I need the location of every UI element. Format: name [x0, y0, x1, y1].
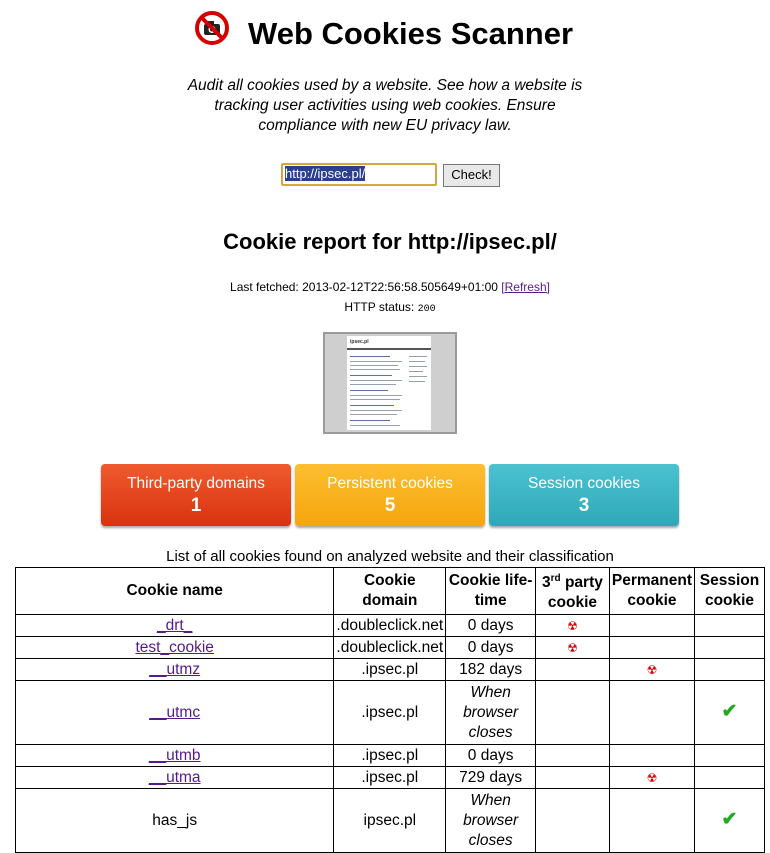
cookie-name-cell[interactable] — [16, 767, 334, 789]
thumbnail-site-name: ipsec.pl — [350, 339, 369, 345]
no-camera-icon — [195, 11, 229, 45]
cookie-lifetime-cell: 0 days — [446, 745, 536, 767]
cookies-table — [15, 567, 765, 853]
col-header-name: Cookie name — [16, 568, 334, 615]
cookie-lifetime-cell: When browser closes — [446, 789, 536, 853]
col-header-domain: Cookie domain — [334, 568, 446, 615]
cookie-domain-cell: .ipsec.pl — [334, 745, 446, 767]
site-thumbnail[interactable] — [323, 332, 457, 434]
cookie-domain-cell: ipsec.pl — [334, 789, 446, 853]
col-header-lifetime: Cookie life-time — [446, 568, 536, 615]
cookie-lifetime-cell: 182 days — [446, 659, 536, 681]
cookie-domain-cell: .doubleclick.net — [334, 615, 446, 637]
third-party-domains-count: 1 — [190, 495, 202, 516]
permanent-cell — [609, 767, 694, 789]
cookie-lifetime-cell: 0 days — [446, 615, 536, 637]
session-cell — [695, 659, 765, 681]
session-cell — [695, 789, 765, 853]
permanent-cell — [609, 745, 694, 767]
cookie-domain-cell: .doubleclick.net — [334, 637, 446, 659]
cookie-name-cell[interactable] — [16, 745, 334, 767]
radiation-icon: ☢ — [646, 662, 658, 677]
permanent-cell — [609, 789, 694, 853]
persistent-cookies-label: Persistent cookies — [327, 475, 453, 492]
third-party-cell — [536, 789, 610, 853]
http-status-label: HTTP status: — [344, 300, 415, 314]
last-fetched-line — [0, 280, 770, 294]
third-party-cell — [536, 681, 610, 745]
cookie-name-link[interactable]: __utmz — [149, 660, 201, 678]
refresh-link[interactable]: [Refresh] — [501, 280, 550, 294]
cookie-name-cell[interactable] — [16, 615, 334, 637]
cookie-lifetime-cell: When browser closes — [446, 681, 536, 745]
third-party-domains-label: Third-party domains — [127, 475, 265, 492]
tagline: Audit all cookies used by a website. See how a website is tracking user activities using web cookies. Ensure compliance with new EU privacy law. — [187, 77, 583, 134]
session-cell — [695, 637, 765, 659]
session-cell — [695, 681, 765, 745]
http-status-value: 200 — [417, 304, 436, 315]
http-status-line — [0, 300, 770, 315]
url-input[interactable] — [281, 163, 437, 186]
permanent-cell — [609, 637, 694, 659]
last-fetched-label: Last fetched: — [230, 280, 299, 294]
persistent-cookies-card[interactable] — [295, 464, 485, 526]
table-caption: List of all cookies found on analyzed website and their classification — [166, 548, 614, 565]
last-fetched-value: 2013-02-12T22:56:58.505649+01:00 — [302, 280, 498, 294]
session-cookies-count: 3 — [578, 495, 590, 516]
table-row — [16, 681, 765, 745]
permanent-cell — [609, 615, 694, 637]
cookie-name-cell[interactable] — [16, 659, 334, 681]
session-cell — [695, 767, 765, 789]
permanent-cell — [609, 681, 694, 745]
table-row — [16, 789, 765, 853]
third-party-cell — [536, 615, 610, 637]
cookie-name-cell: has_js — [16, 789, 334, 853]
cookie-domain-cell: .ipsec.pl — [334, 681, 446, 745]
third-party-cell — [536, 745, 610, 767]
app-title: Web Cookies Scanner — [248, 16, 574, 51]
table-row — [16, 767, 765, 789]
table-header-row — [16, 568, 765, 615]
header — [0, 10, 770, 60]
cookie-name-link[interactable]: __utma — [148, 768, 201, 786]
third-party-cell — [536, 637, 610, 659]
cookie-lifetime-cell: 729 days — [446, 767, 536, 789]
report-title: Cookie report for http://ipsec.pl/ — [223, 229, 557, 254]
cookie-name-link[interactable]: __utmc — [149, 703, 201, 721]
table-row — [16, 615, 765, 637]
cookie-name-cell[interactable] — [16, 637, 334, 659]
url-input-value: http://ipsec.pl/ — [285, 166, 366, 181]
checkmark-icon: ✔ — [721, 809, 738, 830]
radiation-icon: ☢ — [646, 770, 658, 785]
cookie-name-cell[interactable] — [16, 681, 334, 745]
third-party-cell — [536, 767, 610, 789]
table-row — [16, 659, 765, 681]
col-header-permanent: Permanent cookie — [609, 568, 694, 615]
permanent-cell — [609, 659, 694, 681]
table-row — [16, 745, 765, 767]
persistent-cookies-count: 5 — [384, 495, 396, 516]
cookie-name-link[interactable]: __utmb — [148, 746, 201, 764]
session-cell — [695, 615, 765, 637]
third-party-domains-card[interactable] — [101, 464, 291, 526]
session-cookies-card[interactable] — [489, 464, 679, 526]
col-header-third-party: 3rd party cookie — [536, 568, 610, 615]
radiation-icon: ☢ — [567, 640, 578, 655]
session-cell — [695, 745, 765, 767]
cookie-name-link[interactable]: test_cookie — [135, 638, 214, 656]
third-party-cell — [536, 659, 610, 681]
check-button[interactable]: Check! — [443, 164, 500, 187]
checkmark-icon: ✔ — [721, 701, 738, 722]
radiation-icon: ☢ — [567, 618, 578, 633]
cookie-name-link[interactable]: _drt_ — [157, 616, 193, 634]
cookie-domain-cell: .ipsec.pl — [334, 659, 446, 681]
session-cookies-label: Session cookies — [527, 475, 640, 492]
cookie-lifetime-cell: 0 days — [446, 637, 536, 659]
cookie-domain-cell: .ipsec.pl — [334, 767, 446, 789]
col-header-session: Session cookie — [695, 568, 765, 615]
thumbnail-page — [347, 336, 431, 430]
table-row — [16, 637, 765, 659]
